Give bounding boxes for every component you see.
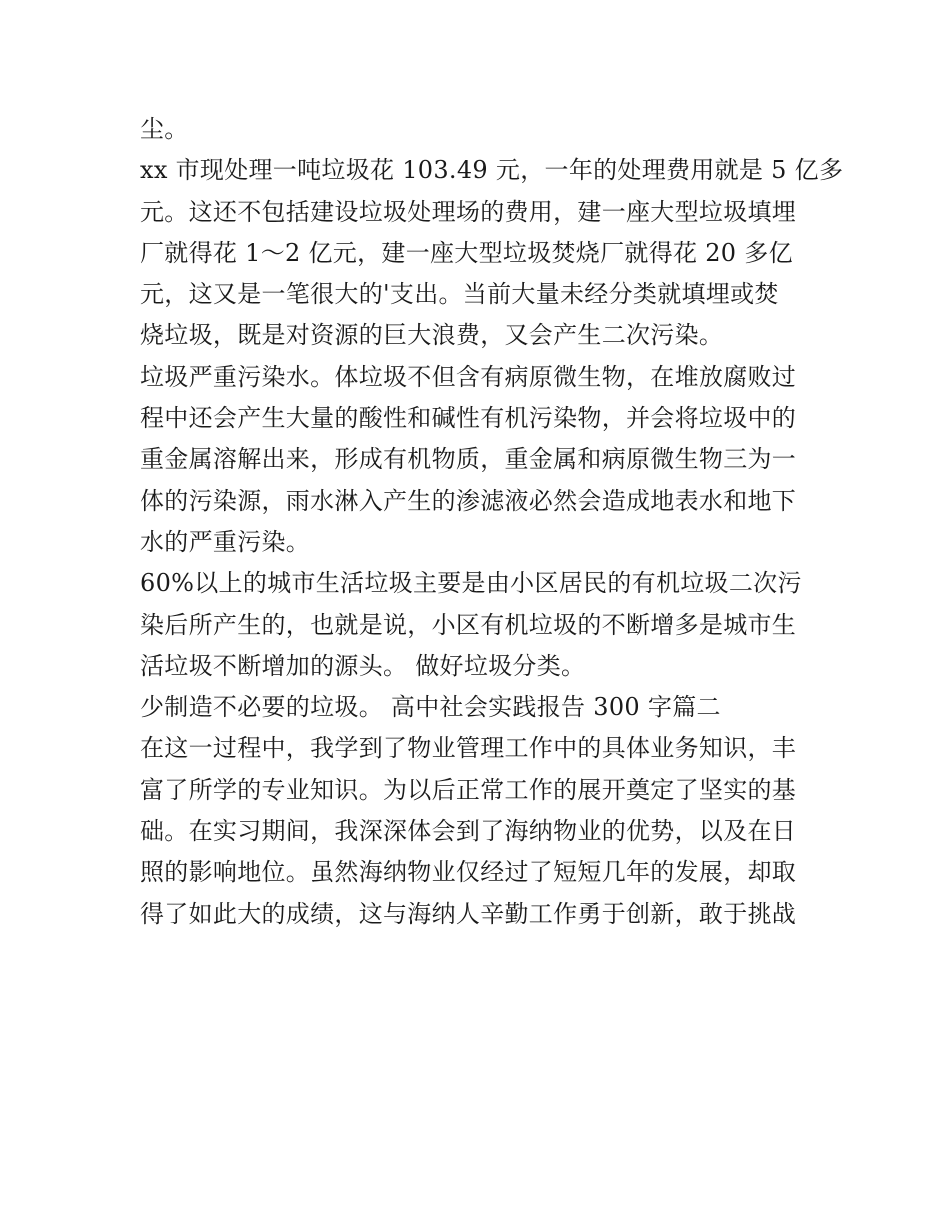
text-line: 活垃圾不断增加的源头。 做好垃圾分类。 xyxy=(140,651,586,680)
text-line: 元，这又是一笔很大的'支出。当前大量未经分类就填埋或焚 xyxy=(140,280,779,309)
text-line: 重金属溶解出来，形成有机物质，重金属和病原微生物三为一 xyxy=(140,445,797,474)
text-line: 体的污染源，雨水淋入产生的渗滤液必然会造成地表水和地下 xyxy=(140,486,797,515)
text-line: 照的影响地位。虽然海纳物业仅经过了短短几年的发展，却取 xyxy=(140,858,797,887)
text-line: 水的严重污染。 xyxy=(140,527,311,556)
text-line: 60%以上的城市生活垃圾主要是由小区居民的有机垃圾二次污 xyxy=(140,569,802,598)
text-line: 程中还会产生大量的酸性和碱性有机污染物，并会将垃圾中的 xyxy=(140,404,797,433)
text-line: 元。这还不包括建设垃圾处理场的费用，建一座大型垃圾填埋 xyxy=(140,197,797,226)
text-line: 垃圾严重污染水。体垃圾不但含有病原微生物，在堆放腐败过 xyxy=(140,362,797,391)
text-line: xx 市现处理一吨垃圾花 103.49 元，一年的处理费用就是 5 亿多 xyxy=(140,156,844,185)
text-line: 厂就得花 1～2 亿元，建一座大型垃圾焚烧厂就得花 20 多亿 xyxy=(140,238,793,267)
text-line: 染后所产生的，也就是说，小区有机垃圾的不断增多是城市生 xyxy=(140,610,797,639)
text-line: 尘。 xyxy=(140,115,189,143)
text-line: 在这一过程中，我学到了物业管理工作中的具体业务知识，丰 xyxy=(140,734,797,763)
text-line: 得了如此大的成绩，这与海纳人辛勤工作勇于创新，敢于挑战 xyxy=(140,899,797,928)
text-line: 少制造不必要的垃圾。 高中社会实践报告 300 字篇二 xyxy=(140,693,721,722)
text-line: 烧垃圾，既是对资源的巨大浪费，又会产生二次污染。 xyxy=(140,321,724,350)
text-line: 富了所学的专业知识。为以后正常工作的展开奠定了坚实的基 xyxy=(140,775,797,804)
body-text xyxy=(140,109,844,935)
text-line: 础。在实习期间，我深深体会到了海纳物业的优势，以及在日 xyxy=(140,817,797,846)
